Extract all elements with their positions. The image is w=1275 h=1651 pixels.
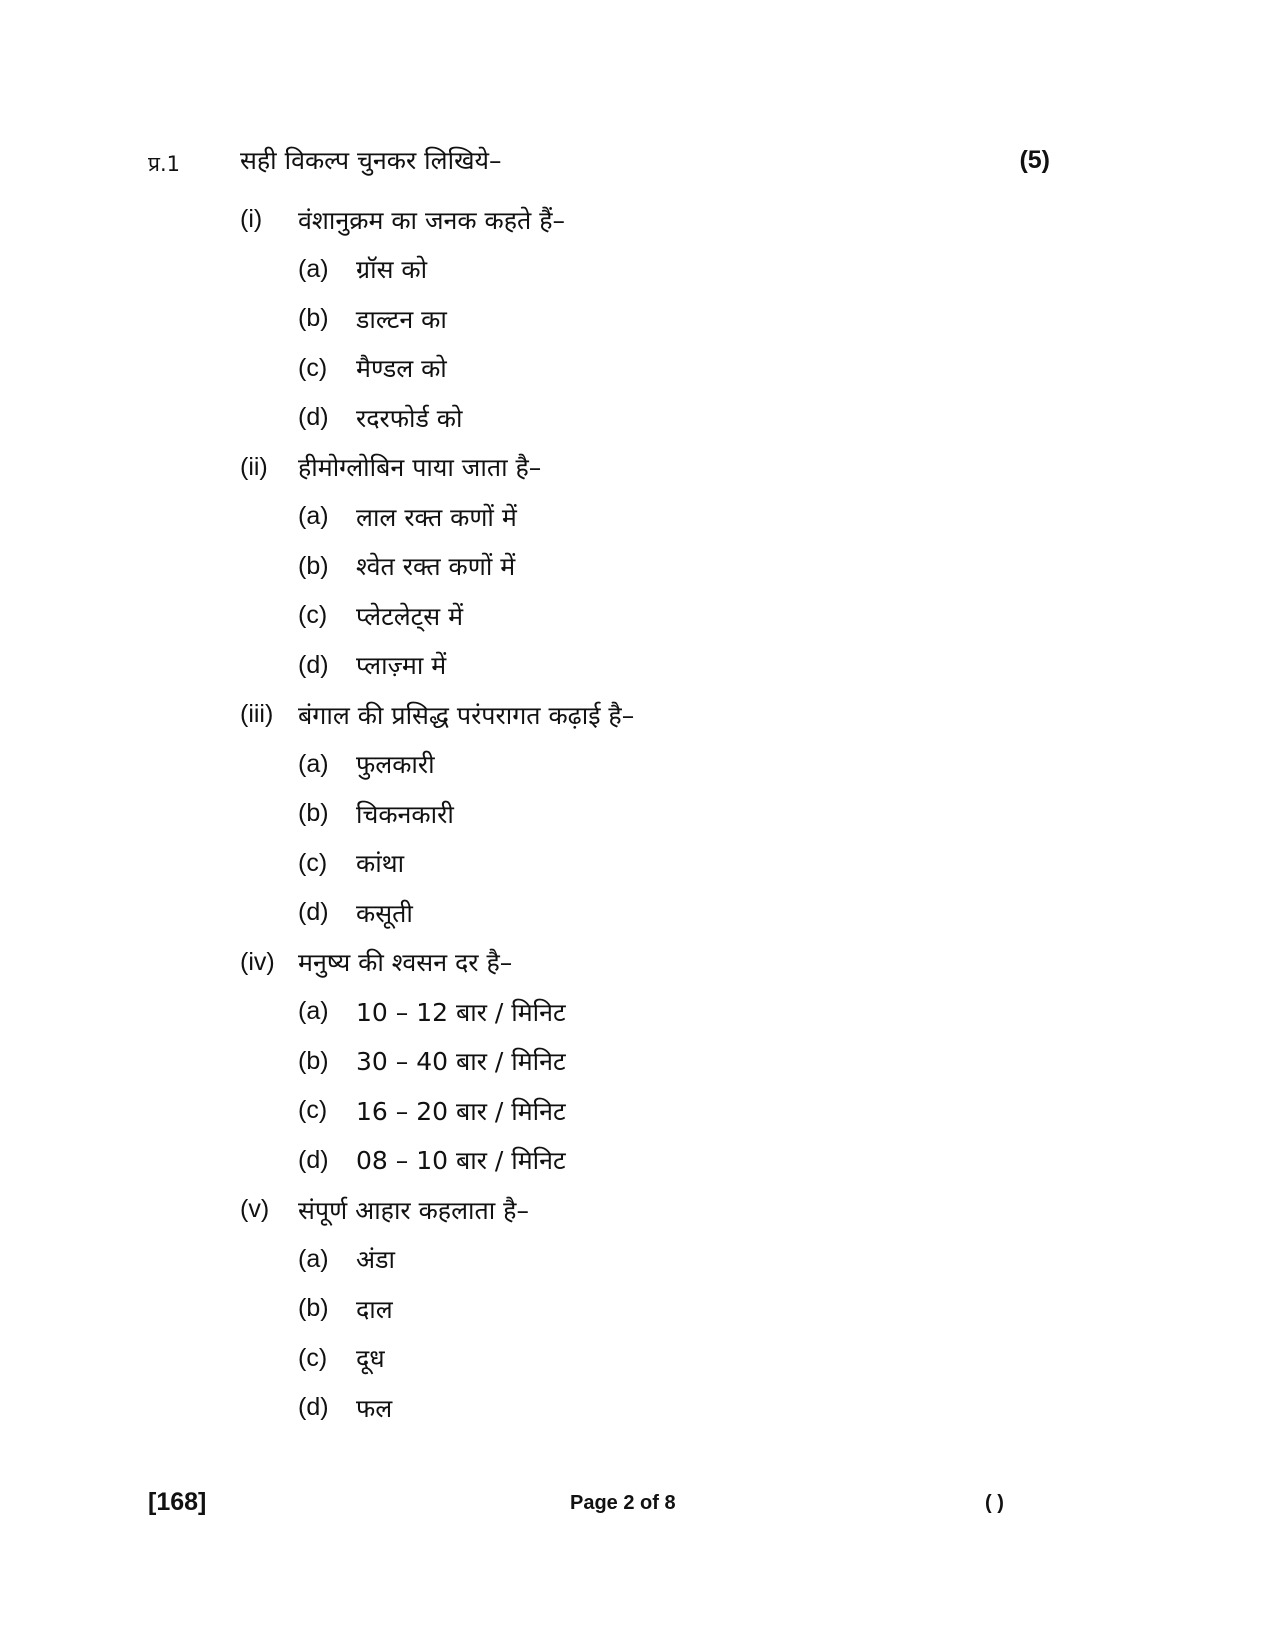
option-text: प्लाज़्मा में — [356, 651, 447, 681]
option-row — [240, 393, 1040, 443]
sub-question — [240, 690, 1040, 938]
option-label: (a) — [298, 1244, 329, 1273]
option-text: अंडा — [356, 1245, 395, 1275]
question-marks: (5) — [1019, 146, 1050, 174]
option-text: ग्रॉस को — [356, 255, 428, 285]
option-row — [240, 344, 1040, 394]
option-label: (d) — [298, 650, 329, 679]
option-label: (a) — [298, 502, 329, 531]
sub-question-text: मनुष्य की श्वसन दर है– — [298, 948, 513, 978]
sub-question-label: (v) — [240, 1195, 270, 1224]
option-label: (b) — [298, 551, 329, 580]
option-row — [240, 294, 1040, 344]
option-text: श्वेत रक्त कणों में — [356, 552, 516, 582]
option-row — [240, 789, 1040, 839]
question-number: प्र.1 — [148, 152, 180, 176]
option-row — [240, 245, 1040, 295]
option-label: (c) — [298, 601, 328, 630]
footer-parentheses: ( ) — [985, 1492, 1004, 1514]
sub-question-label: (iv) — [240, 947, 275, 976]
sub-question-row — [240, 1185, 1040, 1235]
sub-question — [240, 1185, 1040, 1433]
sub-question-list — [240, 195, 1040, 1433]
option-text: डाल्टन का — [356, 304, 447, 334]
option-text: 10 – 12 बार / मिनिट — [356, 997, 566, 1027]
option-text: मैण्डल को — [356, 354, 447, 384]
option-text: फल — [356, 1393, 393, 1423]
question-instruction: सही विकल्प चुनकर लिखिये– — [240, 146, 502, 175]
option-label: (c) — [298, 848, 328, 877]
option-label: (d) — [298, 898, 329, 927]
option-label: (c) — [298, 353, 328, 382]
option-text: लाल रक्त कणों में — [356, 502, 517, 532]
sub-question — [240, 443, 1040, 691]
sub-question-row — [240, 443, 1040, 493]
option-label: (b) — [298, 1294, 329, 1323]
option-text: प्लेटलेट्स में — [356, 601, 464, 631]
paper-code: [168] — [148, 1488, 207, 1516]
sub-question-row — [240, 690, 1040, 740]
sub-question-label: (iii) — [240, 700, 274, 729]
sub-question — [240, 938, 1040, 1186]
option-row — [240, 839, 1040, 889]
option-label: (c) — [298, 1343, 328, 1372]
option-row — [240, 740, 1040, 790]
sub-question-text: वंशानुक्रम का जनक कहते हैं– — [298, 205, 565, 235]
option-row — [240, 591, 1040, 641]
option-text: रदरफोर्ड को — [356, 403, 463, 433]
option-row — [240, 1136, 1040, 1186]
option-row — [240, 1037, 1040, 1087]
sub-question-row — [240, 938, 1040, 988]
option-label: (d) — [298, 403, 329, 432]
option-label: (d) — [298, 1393, 329, 1422]
option-label: (a) — [298, 749, 329, 778]
sub-question-text: बंगाल की प्रसिद्ध परंपरागत कढ़ाई है– — [298, 700, 635, 730]
option-text: फुलकारी — [356, 750, 435, 780]
option-row — [240, 1235, 1040, 1285]
option-row — [240, 987, 1040, 1037]
option-text: 16 – 20 बार / मिनिट — [356, 1096, 566, 1126]
option-text: दाल — [356, 1294, 393, 1324]
page-number: Page 2 of 8 — [570, 1492, 676, 1514]
sub-question — [240, 195, 1040, 443]
option-label: (d) — [298, 1145, 329, 1174]
option-text: कांथा — [356, 849, 405, 879]
option-text: 08 – 10 बार / मिनिट — [356, 1146, 566, 1176]
option-text: 30 – 40 बार / मिनिट — [356, 1047, 566, 1077]
option-label: (c) — [298, 1096, 328, 1125]
option-row — [240, 492, 1040, 542]
sub-question-label: (ii) — [240, 452, 268, 481]
option-text: दूध — [356, 1344, 385, 1374]
option-text: कसूती — [356, 898, 413, 928]
option-row — [240, 1334, 1040, 1384]
option-label: (b) — [298, 304, 329, 333]
option-label: (b) — [298, 1046, 329, 1075]
option-row — [240, 1086, 1040, 1136]
sub-question-label: (i) — [240, 205, 263, 234]
option-row — [240, 888, 1040, 938]
sub-question-row — [240, 195, 1040, 245]
sub-question-text: संपूर्ण आहार कहलाता है– — [298, 1195, 529, 1225]
option-row — [240, 641, 1040, 691]
option-label: (a) — [298, 254, 329, 283]
option-label: (b) — [298, 799, 329, 828]
option-row — [240, 1284, 1040, 1334]
option-label: (a) — [298, 997, 329, 1026]
option-row — [240, 1383, 1040, 1433]
option-text: चिकनकारी — [356, 799, 454, 829]
option-row — [240, 542, 1040, 592]
sub-question-text: हीमोग्लोबिन पाया जाता है– — [298, 453, 542, 483]
